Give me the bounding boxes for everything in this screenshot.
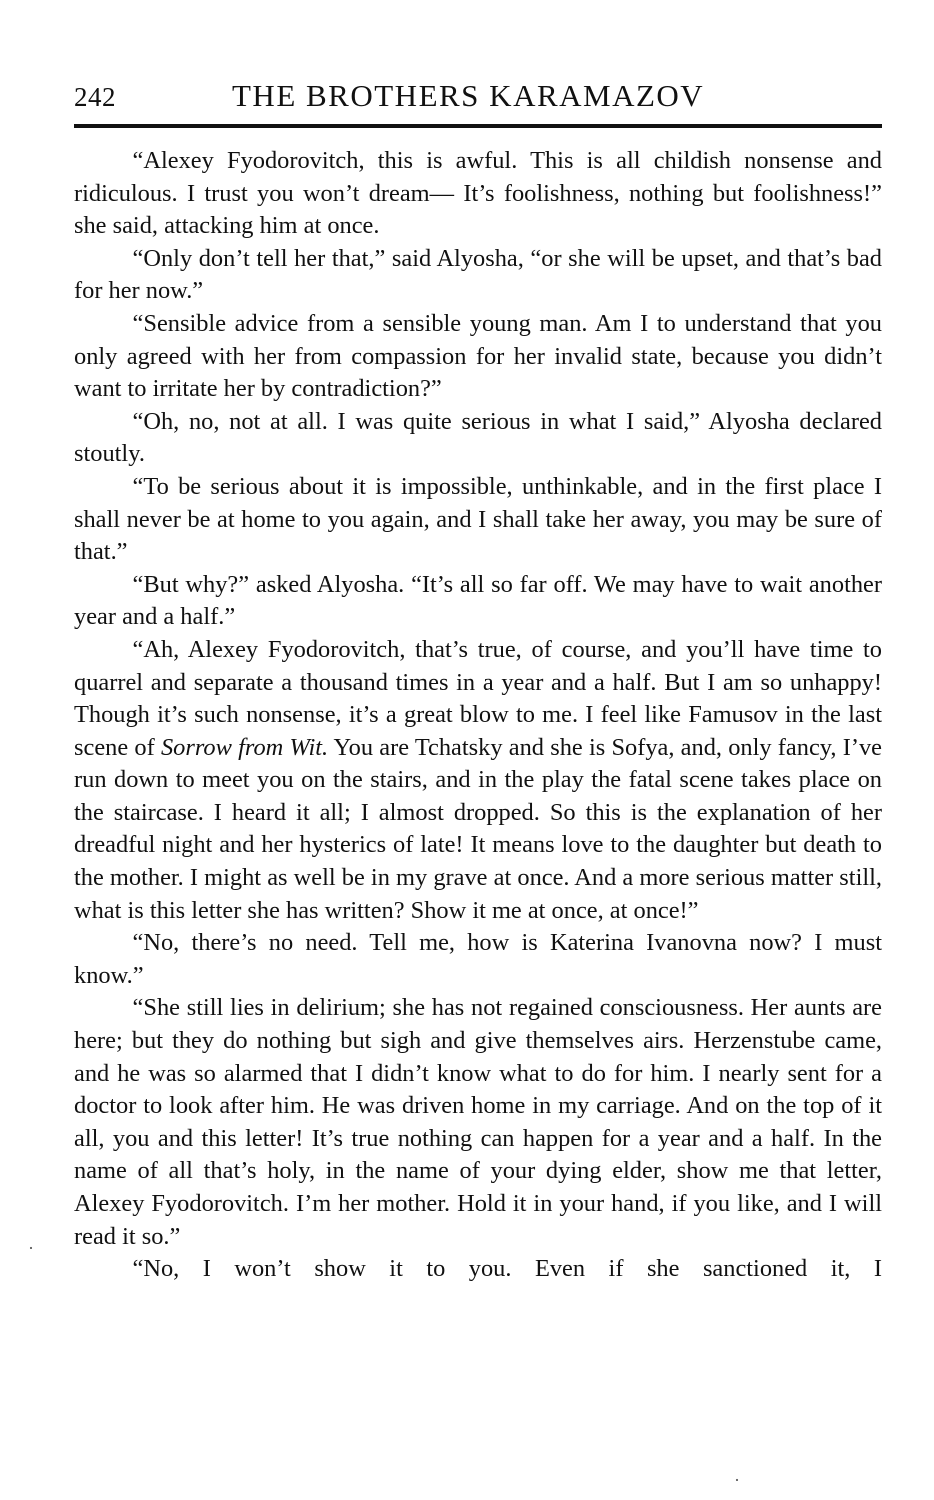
header-rule	[74, 124, 882, 128]
paragraph: “Oh, no, not at all. I was quite serious in what I said,” Alyosha declared stoutly.	[74, 407, 882, 468]
paragraph: “To be serious about it is impossible, unthinkable, and in the first place I shall never be at home to you again, and I shall take her away, you may be sure of that.”	[74, 472, 882, 566]
paragraph: “Sensible advice from a sensible young man. Am I to understand that you only agreed with her from compassion for her invalid state, because you didn’t want to irritate her by contradiction?”	[74, 309, 882, 403]
italic-title: Sorrow from Wit.	[160, 733, 329, 761]
paragraph	[74, 634, 882, 927]
page-number: 242	[74, 82, 116, 112]
paragraph-text: You are Tchatsky and she is Sofya, and, only fancy, I’ve run down to meet you on the stairs, and in the play the fatal scene takes place on the staircase. I heard it all; I almost dropped. So this is the explanation of her dreadful night and her hysterics of late! It means love to the daughter but death to the mother. I might as well be in my grave at once. And a more serious matter still, what is this letter she has written? Show it me at once, at once!”	[74, 733, 882, 924]
paragraph: “Alexey Fyodorovitch, this is awful. This is all childish nonsense and ridiculous. I trust you won’t dream— It’s foolishness, nothing but foolishness!” she said, attacking him at once.	[74, 147, 882, 240]
body-text	[74, 145, 882, 1286]
paragraph: “Only don’t tell her that,” said Alyosha, “or she will be upset, and that’s bad for her now.”	[74, 244, 882, 305]
paragraph: “No, there’s no need. Tell me, how is Katerina Ivanovna now? I must know.”	[74, 929, 882, 989]
paragraph: “She still lies in delirium; she has not regained consciousness. Her aunts are here; but they do nothing but sigh and give themselves airs. Herzenstube came, and he was so alarmed that I didn’t know what to do for him. I nearly sent for a doctor to look after him. He was driven home in my carriage. And on the top of it all, you and this letter! It’s true nothing can happen for a year and a half. In the name of all that’s holy, in the name of your dying elder, show me that letter, Alexey Fyodorovitch. I’m her mother. Hold it in your hand, if you like, and I will read it so.”	[74, 994, 882, 1250]
paragraph-text: “Ah, Alexey Fyodorovitch, that’s true, of course, and you’ll have time to quarrel and separate a thousand times in a year and a half. But I am so unhappy! Though it’s such nonsense, it’s a great blow to me. I feel like Famusov in the last scene of	[74, 635, 882, 761]
page-header	[74, 78, 882, 118]
running-title: THE BROTHERS KARAMAZOV	[232, 78, 705, 113]
margin-speck: ·	[734, 1470, 740, 1490]
margin-speck: ·	[28, 1238, 34, 1258]
paragraph: “But why?” asked Alyosha. “It’s all so far off. We may have to wait another year and a half.”	[74, 570, 882, 631]
paragraph: “No, I won’t show it to you. Even if she sanctioned it, I	[132, 1255, 882, 1283]
